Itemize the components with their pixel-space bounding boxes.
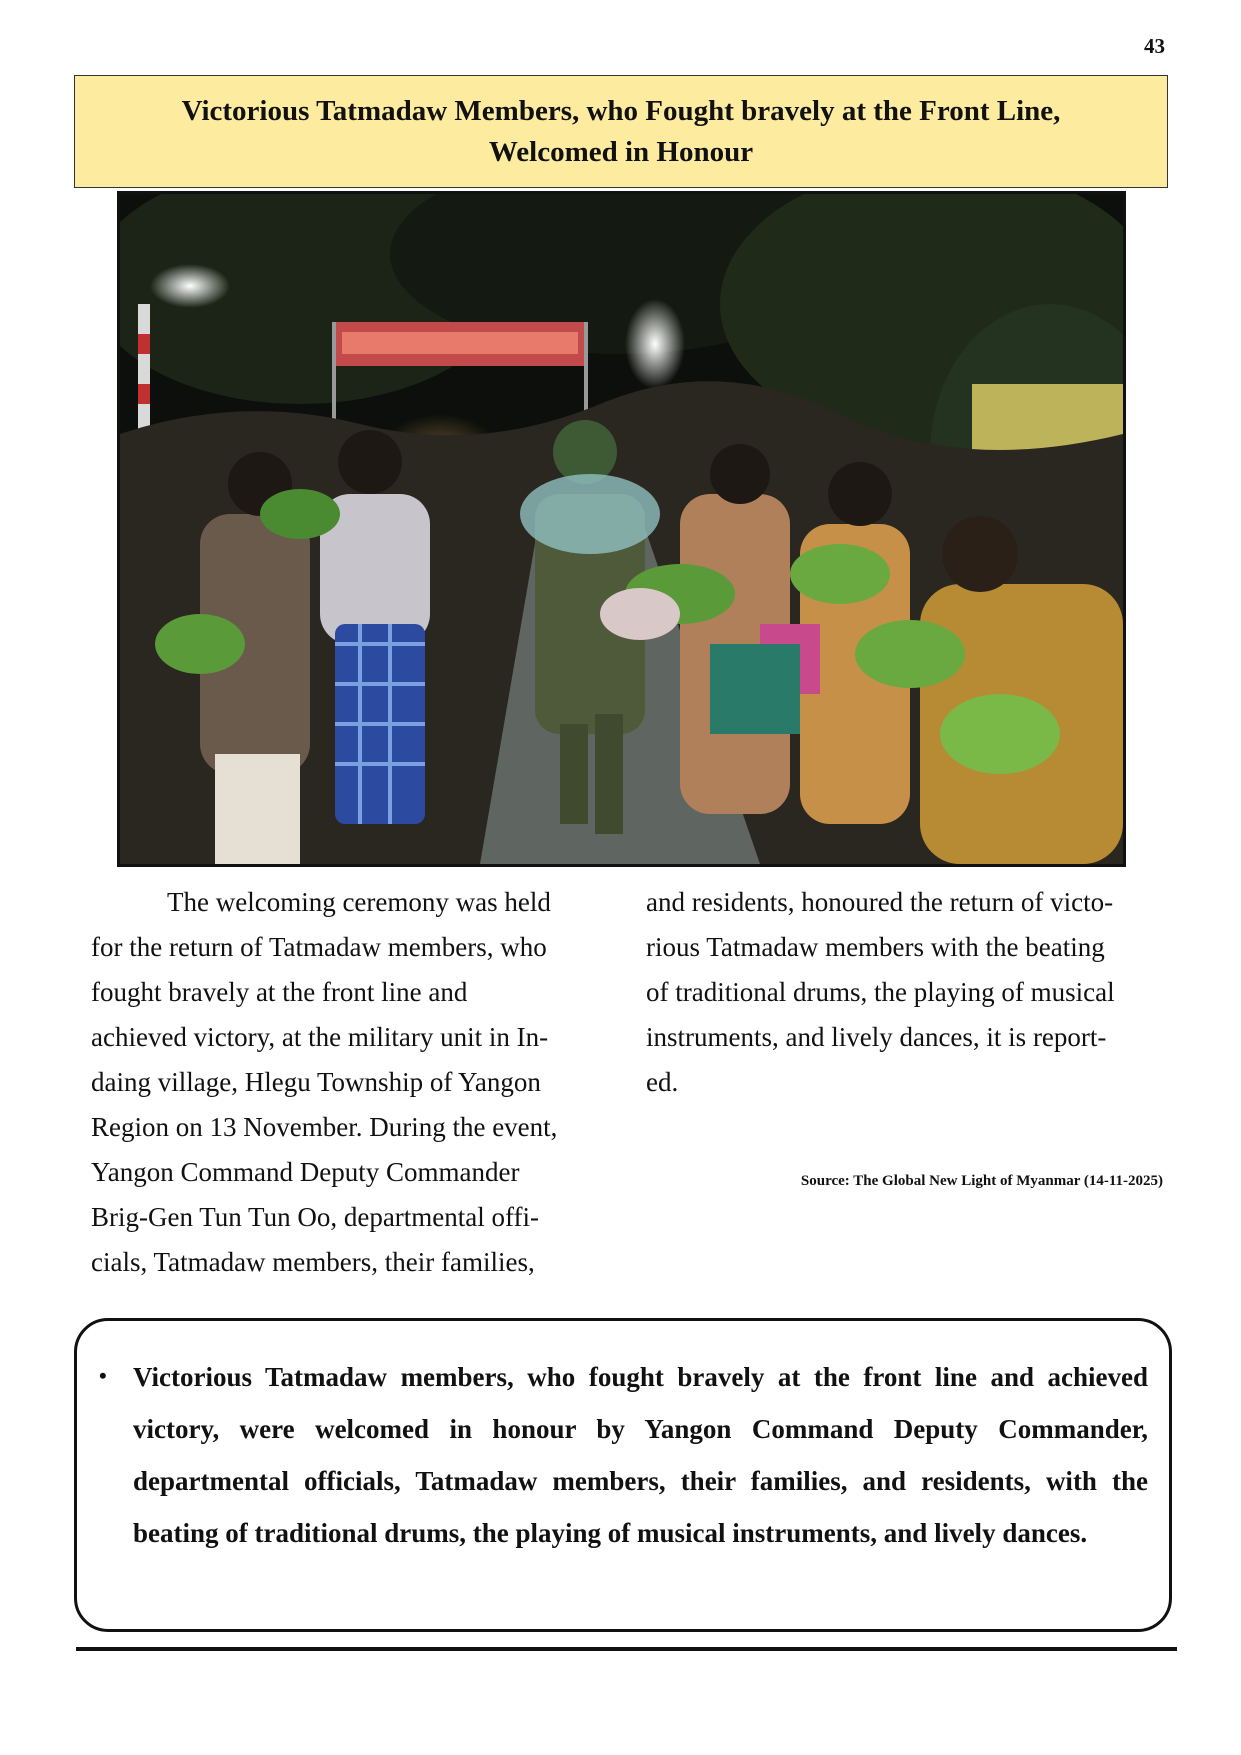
article-line: achieved victory, at the military unit in In- bbox=[91, 1022, 549, 1052]
summary-box bbox=[74, 1318, 1172, 1632]
article-line: of traditional drums, the playing of musical bbox=[646, 977, 1115, 1007]
article-line: fought bravely at the front line and bbox=[91, 977, 468, 1007]
article-line: Region on 13 November. During the event, bbox=[91, 1112, 558, 1142]
article-line: ed. bbox=[646, 1067, 679, 1097]
bullet-icon: • bbox=[99, 1363, 107, 1388]
article-line: rious Tatmadaw members with the beating bbox=[646, 932, 1105, 962]
article-title-box bbox=[74, 75, 1168, 188]
article-line: Yangon Command Deputy Commander bbox=[91, 1157, 520, 1187]
page-number: 43 bbox=[1144, 34, 1165, 58]
bottom-divider bbox=[76, 1647, 1177, 1651]
article-line: daing village, Hlegu Township of Yangon bbox=[91, 1067, 541, 1097]
article-line: instruments, and lively dances, it is report- bbox=[646, 1022, 1107, 1052]
article-line: Brig-Gen Tun Tun Oo, departmental offi- bbox=[91, 1202, 540, 1232]
article-line: and residents, honoured the return of victo- bbox=[646, 887, 1114, 917]
article-line: for the return of Tatmadaw members, who bbox=[91, 932, 547, 962]
ceremony-photo bbox=[117, 191, 1126, 867]
ceremony-photo-icon bbox=[120, 194, 1123, 864]
article-line: cials, Tatmadaw members, their families, bbox=[91, 1247, 535, 1277]
article-title-line-1: Victorious Tatmadaw Members, who Fought bravely at the Front Line, bbox=[181, 94, 1061, 127]
article-line: The welcoming ceremony was held bbox=[167, 887, 551, 917]
source-citation: Source: The Global New Light of Myanmar (14-11-2025) bbox=[800, 1173, 1163, 1189]
article-column-right bbox=[646, 880, 1159, 1105]
summary-text: Victorious Tatmadaw members, who fought bravely at the front line and achieved victory, were welcomed in honour by Yangon Command Deputy Commander, departmental officials, Tatmadaw members, their families, and residents, with the beating of traditional drums, the playing of musical instruments, and lively dances. bbox=[133, 1362, 1148, 1548]
article-column-left bbox=[91, 880, 603, 1285]
article-title-line-2: Welcomed in Honour bbox=[488, 135, 754, 168]
